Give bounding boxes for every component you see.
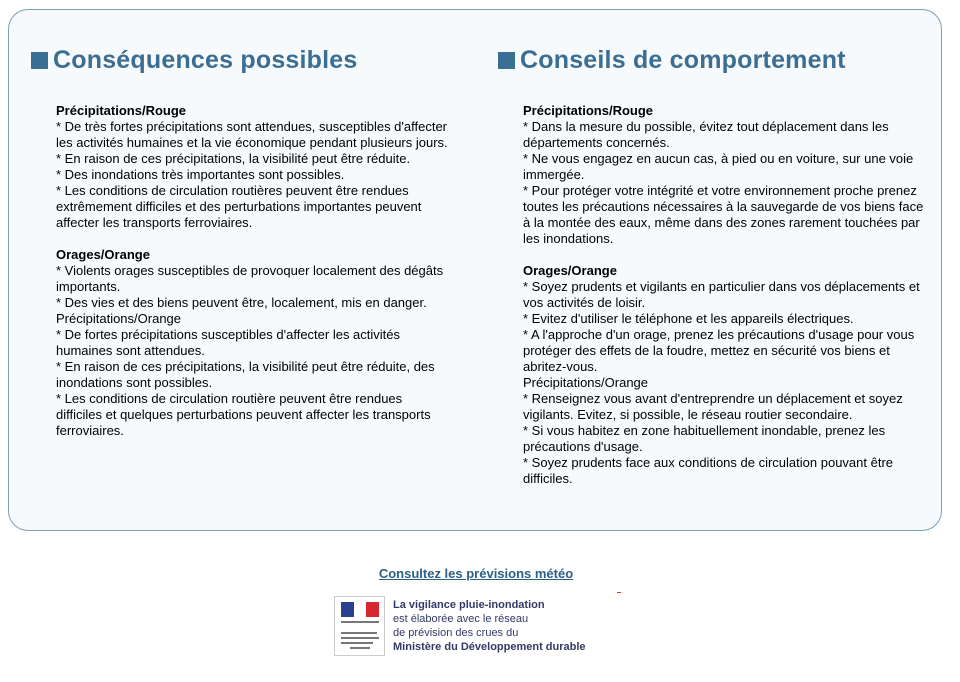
- section-subtitle: Précipitations/Rouge: [523, 103, 654, 118]
- advice-line: * Si vous habitez en zone habituellement inondable, prenez les précautions d'usage.: [523, 423, 886, 454]
- advice-line: * Evitez d'utiliser le téléphone et les appareils électriques.: [523, 311, 854, 326]
- credits-text: [393, 598, 586, 654]
- advice-line: * Les conditions de circulation routières peuvent être rendues extrêmement difficiles et des perturbations importantes peuvent affecter les transports ferroviaires.: [56, 183, 422, 230]
- conseils-body: [498, 103, 928, 487]
- advice-line: * Ne vous engagez en aucun cas, à pied ou en voiture, sur une voie immergée.: [523, 151, 914, 182]
- republique-francaise-logo[interactable]: [334, 596, 385, 656]
- conseils-heading: [498, 46, 928, 75]
- advice-line: * Des vies et des biens peuvent être, localement, mis en danger.: [56, 295, 427, 310]
- section-subtitle: Précipitations/Rouge: [56, 103, 187, 118]
- advice-line: * De fortes précipitations susceptibles d'affecter les activités humaines sont attendues.: [56, 327, 401, 358]
- consequences-section-orange: [56, 247, 451, 439]
- section-subtitle: Orages/Orange: [523, 263, 617, 278]
- logo-rule: [341, 642, 373, 644]
- credits-line: Ministère du Développement durable: [393, 641, 586, 653]
- consequences-title: Conséquences possibles: [53, 46, 358, 74]
- advice-line: * Renseignez vous avant d'entreprendre un déplacement et soyez vigilants. Evitez, si possible, le réseau routier secondaire.: [523, 391, 903, 422]
- consequences-column: [31, 46, 451, 455]
- square-bullet-icon: [498, 52, 515, 69]
- logo-rule: [341, 637, 379, 639]
- advice-line: * Des inondations très importantes sont possibles.: [56, 167, 345, 182]
- advice-line: * Soyez prudents face aux conditions de circulation pouvant être difficiles.: [523, 455, 894, 486]
- advice-line: * Les conditions de circulation routière peuvent être rendues difficiles et quelques perturbations peuvent affecter les transports ferroviaires.: [56, 391, 431, 438]
- advice-line: Précipitations/Orange: [56, 311, 182, 326]
- credits-block: [334, 596, 624, 656]
- advice-line: * A l'approche d'un orage, prenez les précautions d'usage pour vous protéger des effets de la foudre, mettez en sécurité vos biens et abritez-vous.: [523, 327, 915, 374]
- previsions-meteo-link[interactable]: Consultez les prévisions météo: [378, 566, 574, 581]
- credits-line: de prévision des crues du: [393, 627, 519, 639]
- tricolor-flag-icon: [341, 602, 379, 617]
- advice-line: * En raison de ces précipitations, la visibilité peut être réduite, des inondations sont possibles.: [56, 359, 435, 390]
- credits-line: est élaborée avec le réseau: [393, 613, 529, 625]
- advice-line: * De très fortes précipitations sont attendues, susceptibles d'affecter les activités humaines et la vie économique pendant plusieurs jours.: [56, 119, 448, 150]
- conseils-section-rouge: [523, 103, 928, 247]
- square-bullet-icon: [31, 52, 48, 69]
- conseils-section-orange: [523, 263, 928, 487]
- advice-line: * Dans la mesure du possible, évitez tout déplacement dans les départements concernés.: [523, 119, 889, 150]
- advice-line: * Violents orages susceptibles de provoquer localement des dégâts importants.: [56, 263, 444, 294]
- credits-line: La vigilance pluie-inondation: [393, 599, 545, 611]
- logo-rule: [341, 621, 379, 623]
- advice-line: * Soyez prudents et vigilants en particulier dans vos déplacements et vos activités de loisir.: [523, 279, 920, 310]
- conseils-title: Conseils de comportement: [520, 46, 846, 74]
- advice-line: * En raison de ces précipitations, la visibilité peut être réduite.: [56, 151, 411, 166]
- vigilance-panel: [8, 9, 942, 531]
- advice-line: * Pour protéger votre intégrité et votre environnement proche prenez toutes les précautions nécessaires à la sauvegarde de vos biens face à la montée des eaux, même dans des zones rarement touchées par les inondations.: [523, 183, 924, 246]
- consequences-heading: [31, 46, 451, 75]
- consequences-section-rouge: [56, 103, 451, 231]
- logo-rule: [341, 632, 377, 634]
- decorative-dash: [617, 592, 621, 593]
- consequences-body: [31, 103, 451, 439]
- conseils-column: [498, 46, 928, 503]
- section-subtitle: Orages/Orange: [56, 247, 150, 262]
- logo-rule: [350, 647, 370, 649]
- advice-line: Précipitations/Orange: [523, 375, 649, 390]
